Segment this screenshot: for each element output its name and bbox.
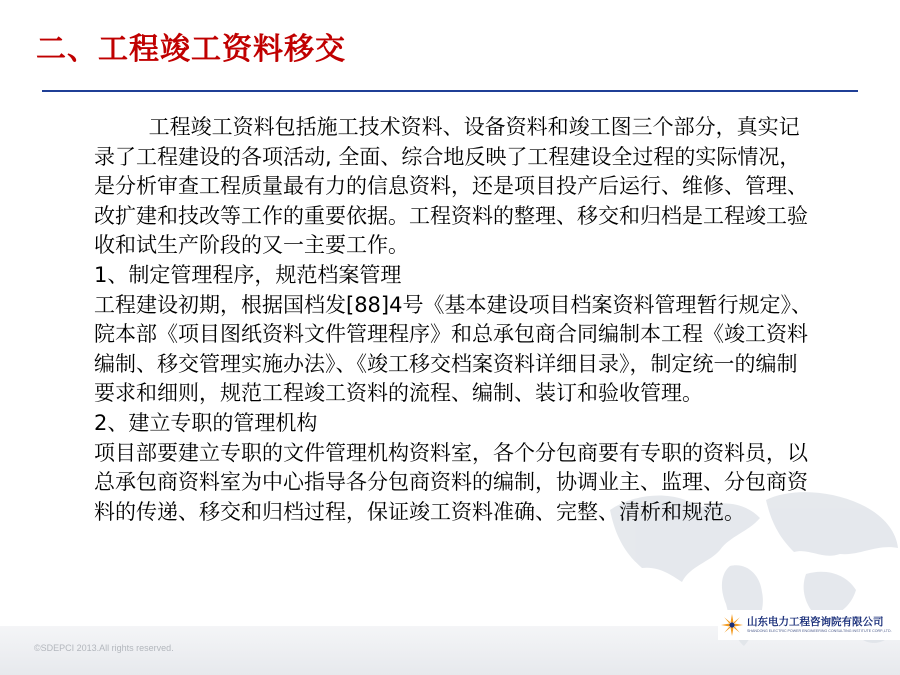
section-2-heading: 2、建立专职的管理机构 <box>94 410 318 435</box>
logo-english-name: SHANDONG ELECTRIC POWER ENGINEERING CONSULTING INSTITUTE CORP.,LTD. <box>747 629 892 633</box>
body-content <box>94 113 814 527</box>
section-1-heading: 1、制定管理程序，规范档案管理 <box>94 262 402 287</box>
logo-company-name: 山东电力工程咨询院有限公司 <box>747 616 884 628</box>
section-2-paragraph: 项目部要建立专职的文件管理机构资料室，各个分包商要有专职的资料员，以总承包商资料室为中心指导各分包商资料的编制，协调业主、监理、分包商资料的传递、移交和归档过程，保证竣工资料准确、完整、清析和规范。 <box>94 440 808 524</box>
section-1-paragraph: 工程建设初期，根据国档发[88]4号《基本建设项目档案资料管理暂行规定》、院本部《项目图纸资料文件管理程序》和总承包商合同编制本工程《竣工资料编制、移交管理实施办法》、《竣工移交档案资料详细目录》，制定统一的编制要求和细则，规范工程竣工资料的流程、编制、装订和验收管理。 <box>94 292 812 406</box>
copyright-notice: ©SDEPCI 2013.All rights reserved. <box>34 643 174 653</box>
sunburst-logo-icon <box>720 613 744 637</box>
slide-title: 二、工程竣工资料移交 <box>36 32 346 67</box>
title-divider <box>42 90 858 92</box>
company-logo <box>718 610 900 640</box>
intro-paragraph: 工程竣工资料包括施工技术资料、设备资料和竣工图三个部分，真实记录了工程建设的各项活动, 全面、综合地反映了工程建设全过程的实际情况，是分析审查工程质量最有力的信息资料，还是项目投产后运行、维修、管理、改扩建和技改等工作的重要依据。工程资料的整理、移交和归档是工程竣工验收和试生产阶段的又一主要工作。 <box>94 115 808 258</box>
